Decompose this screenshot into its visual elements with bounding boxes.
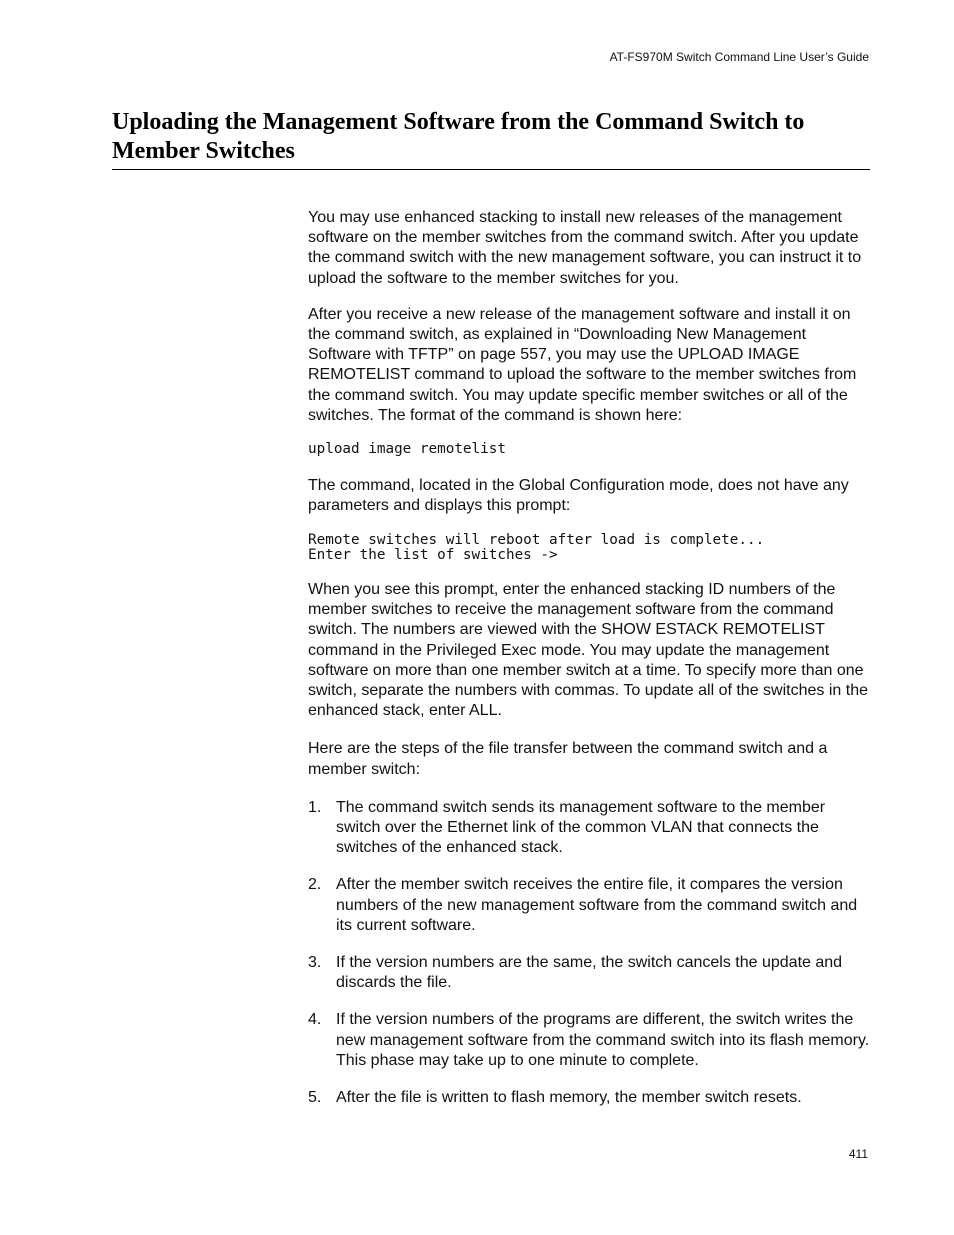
step-number: 1. [308,798,322,816]
step-item [308,875,870,936]
step-text: The command switch sends its management software to the member switch over the Ethernet link of the common VLAN that connects the switches of the enhanced stack. [336,798,826,857]
page-number: 411 [848,1147,868,1161]
steps-intro-paragraph: Here are the steps of the file transfer between the command switch and a member switch: [308,740,828,778]
prompt-description-paragraph: The command, located in the Global Configuration mode, does not have any parameters and displays this prompt: [308,476,849,514]
prompt-line-2: Enter the list of switches -> [308,547,558,564]
step-number: 2. [308,876,322,894]
step-item [308,1088,870,1108]
step-item [308,953,870,993]
command-example: upload image remotelist [308,441,506,458]
step-text: After the member switch receives the entire file, it compares the version numbers of the new management software from the command switch and its current software. [336,876,858,934]
step-item [308,1010,870,1071]
step-text: If the version numbers of the programs are different, the switch writes the new management software from the command switch into its flash memory. This phase may take up to one minute to complete. [336,1011,870,1069]
step-item [308,798,870,859]
intro-paragraph: You may use enhanced stacking to install new releases of the management software on the member switches from the command switch. After you update the command switch with the new management software, you can instruct it to upload the software to the member switches for you. [308,209,862,287]
title-divider [112,169,870,170]
running-header: AT-FS970M Switch Command Line User’s Guide [609,50,869,64]
step-number: 3. [308,953,322,971]
step-number: 5. [308,1089,322,1106]
body-column [308,208,870,1125]
step-number: 4. [308,1011,322,1029]
steps-list [308,798,870,1108]
prompt-line-1: Remote switches will reboot after load is complete... [308,531,765,548]
step-text: If the version numbers are the same, the switch cancels the update and discards the file. [336,953,843,992]
section-title: Uploading the Management Software from the Command Switch to Member Switches [112,109,805,164]
prompt-instructions-paragraph: When you see this prompt, enter the enhanced stacking ID numbers of the member switches to receive the management software from the command switch. The numbers are viewed with the SHOW ESTACK REMOTELIST command in the Privileged Exec mode. You may update the management software on more than one member switch at a time. To specify more than one switch, separate the numbers with commas. To update all of the switches in the enhanced stack, enter ALL. [308,580,868,720]
step-text: After the file is written to flash memory, the member switch resets. [336,1089,802,1106]
upload-command-paragraph: After you receive a new release of the management software and install it on the command switch, as explained in “Downloading New Management Software with TFTP” on page 557, you may use the UPLOAD IMAGE REMOTELIST command to upload the software to the member switches from the command switch. You may update specific member switches or all of the switches. The format of the command is shown here: [308,305,857,424]
prompt-example [308,533,870,564]
